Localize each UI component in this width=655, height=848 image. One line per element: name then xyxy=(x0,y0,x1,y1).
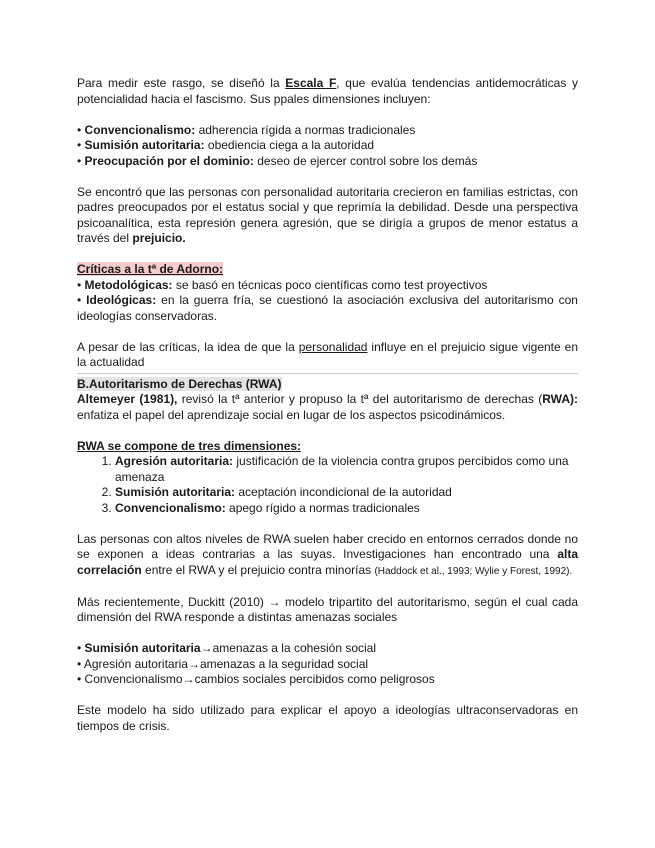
despite-text-2: influye en el prejuicio sigue vigente en la actualidad xyxy=(77,339,578,369)
personalidad-link[interactable]: personalidad xyxy=(298,339,368,354)
dimension-desc: obediencia ciega a la autoridad xyxy=(204,138,375,152)
rwa-dims-list xyxy=(77,454,578,516)
bullet: • xyxy=(77,293,82,307)
bullet: • xyxy=(77,656,82,671)
rwa-dim-name: Convencionalismo: xyxy=(115,500,226,515)
rwa-dim-desc: apego rígido a normas tradicionales xyxy=(225,500,420,515)
intro-paragraph xyxy=(77,76,578,107)
list-item xyxy=(115,454,578,485)
list-item xyxy=(77,154,578,170)
list-item xyxy=(77,278,578,294)
threat-dimension: Convencionalismo xyxy=(84,672,183,686)
list-item xyxy=(77,123,578,139)
dimension-name: Preocupación por el dominio: xyxy=(84,153,254,168)
closing-paragraph: Este modelo ha sido utilizado para explicar el apoyo a ideologías ultraconservadoras en tiempos de crisis. xyxy=(77,703,578,733)
critiques-heading xyxy=(77,262,578,278)
bullet: • xyxy=(77,672,82,686)
critique-desc: en la guerra fría, se cuestionó la asociación exclusiva del autoritarismo con ideologías conservadoras. xyxy=(77,293,578,323)
arrow-icon: → xyxy=(182,672,195,686)
intro-text-2: , que evalúa tendencias antidemocráticas y potencialidad hacia el fascismo. Sus ppales dimensiones incluyen: xyxy=(77,76,578,106)
escala-f-term: Escala F xyxy=(285,76,337,90)
dimension-desc: adherencia rígida a normas tradicionales xyxy=(195,122,416,137)
bullet: • xyxy=(77,153,82,168)
section-b-heading-text: B.Autoritarismo de Derechas (RWA) xyxy=(77,376,282,391)
rwa-dim-name: Agresión autoritaria: xyxy=(115,454,234,468)
section-divider xyxy=(77,373,578,374)
list-item xyxy=(115,501,578,517)
document-body xyxy=(77,76,578,734)
citation: (Haddock et al., 1993; Wylie y Forest, 1992). xyxy=(374,565,573,577)
high-rwa-paragraph xyxy=(77,532,578,580)
critiques-heading-text: Críticas a la tª de Adorno: xyxy=(77,262,224,276)
altemeyer-text-2: enfatiza el papel del aprendizaje social en lugar de los aspectos psicodinámicos. xyxy=(77,407,506,422)
bullet: • xyxy=(77,138,82,152)
bullet: • xyxy=(77,122,82,137)
section-b-heading xyxy=(77,377,578,393)
list-item xyxy=(115,485,578,501)
threat-desc: amenazas a la cohesión social xyxy=(212,641,377,655)
rwa-dim-desc: justificación de la violencia contra grupos percibidos como una amenaza xyxy=(115,454,569,484)
dimension-name: Convencionalismo: xyxy=(84,122,196,137)
dimensions-list xyxy=(77,123,578,170)
threat-desc: amenazas a la seguridad social xyxy=(199,656,369,671)
altemeyer-paragraph xyxy=(77,392,578,423)
high-rwa-text-1: Las personas con altos niveles de RWA suelen haber crecido en entornos cerrados donde no se exponen a ideas contrarias a las suyas. Investigaciones han encontrado una xyxy=(77,531,578,561)
altemeyer-ref: Altemeyer (1981), xyxy=(77,392,178,406)
threat-desc: cambios sociales percibidos como peligrosos xyxy=(194,672,435,686)
list-item xyxy=(77,641,578,657)
duckitt-paragraph: Más recientemente, Duckitt (2010) → modelo tripartito del autoritarismo, según el cual cada dimensión del RWA responde a distintas amenazas sociales xyxy=(77,594,578,624)
critique-name: Ideológicas: xyxy=(86,293,157,307)
list-item xyxy=(77,138,578,154)
list-item xyxy=(77,672,578,688)
despite-paragraph xyxy=(77,340,578,371)
alta-correlacion-term: alta correlación xyxy=(77,547,578,577)
critique-name: Metodológicas: xyxy=(84,277,173,292)
threats-list xyxy=(77,641,578,688)
list-item xyxy=(77,657,578,673)
rwa-dim-name: Sumisión autoritaria: xyxy=(115,485,236,499)
family-text: Se encontró que las personas con personalidad autoritaria crecieron en familias estrictas, con padres preocupados por el estatus social y que reprimía la debilidad. Desde una perspectiva psicoanalítica, esta represión genera agresión, que se dirigía a grupos de menor estatus a través del xyxy=(77,184,578,245)
rwa-dim-desc: aceptación incondicional de la autoridad xyxy=(235,485,452,499)
dimension-desc: deseo de ejercer control sobre los demás xyxy=(253,153,478,168)
threat-dimension: Sumisión autoritaria xyxy=(84,641,201,655)
intro-text-1: Para medir este rasgo, se diseñó la xyxy=(77,76,286,90)
altemeyer-text-1: revisó la tª anterior y propuso la tª del autoritarismo de derechas ( xyxy=(177,392,543,406)
threat-dimension: Agresión autoritaria xyxy=(83,656,188,671)
family-paragraph xyxy=(77,185,578,247)
dimension-name: Sumisión autoritaria: xyxy=(84,138,205,152)
rwa-dims-heading-text: RWA se compone de tres dimensiones: xyxy=(77,438,302,453)
list-item xyxy=(77,293,578,324)
arrow-icon: → xyxy=(200,641,213,655)
critique-desc: se basó en técnicas poco científicas como test proyectivos xyxy=(172,277,488,292)
high-rwa-text-2: entre el RWA y el prejuicio contra minorías xyxy=(141,562,375,577)
bullet: • xyxy=(77,277,82,292)
prejudice-term: prejuicio. xyxy=(132,231,186,245)
bullet: • xyxy=(77,641,82,655)
critiques-list xyxy=(77,278,578,325)
despite-text-1: A pesar de las críticas, la idea de que la xyxy=(77,339,299,354)
arrow-icon: → xyxy=(187,656,200,671)
rwa-dims-heading xyxy=(77,439,578,455)
rwa-term: RWA): xyxy=(542,392,579,406)
